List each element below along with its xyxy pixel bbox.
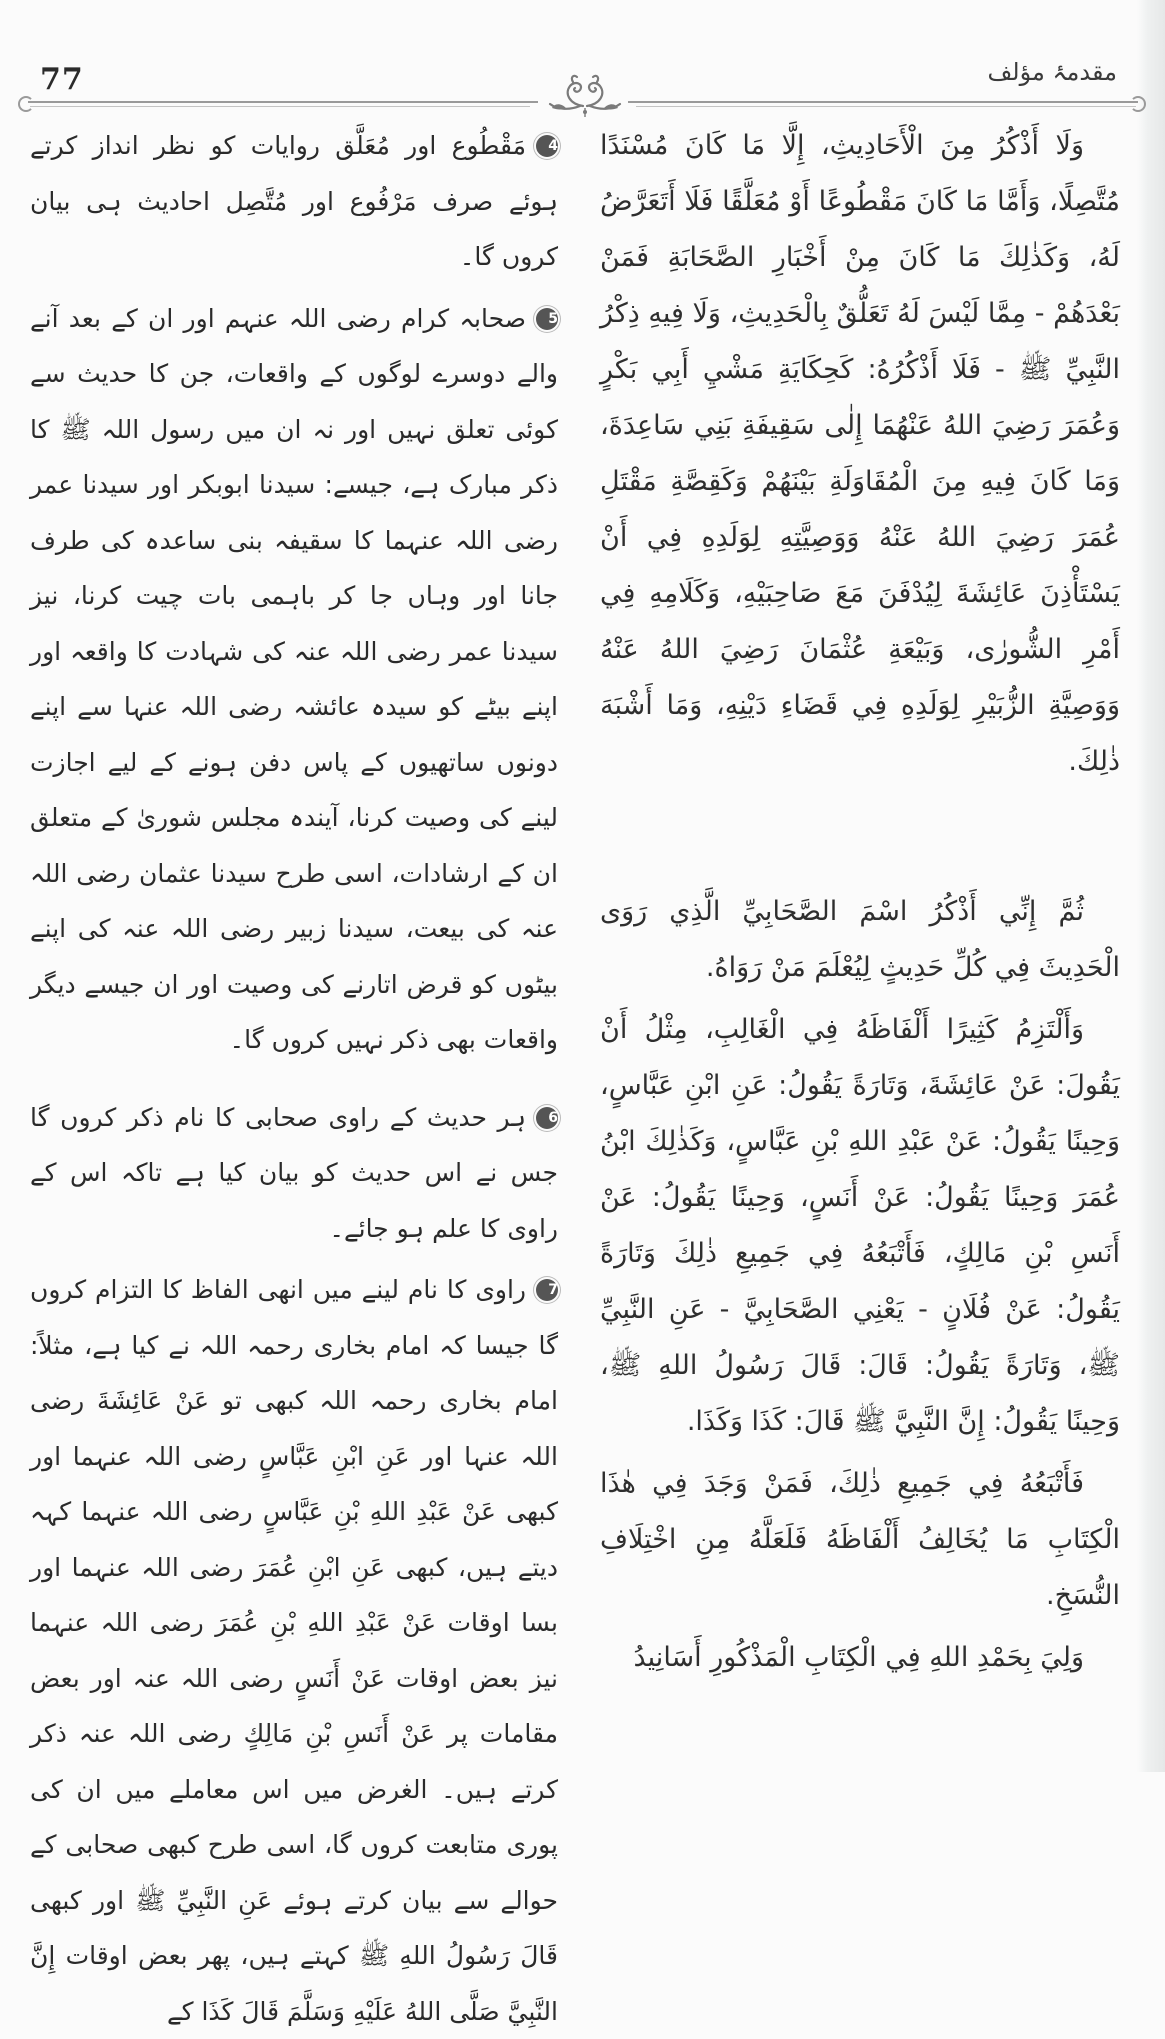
item-number-badge: 4 [536, 135, 558, 157]
item-number-badge: 5 [536, 308, 558, 330]
rule-curl-right [1130, 96, 1146, 112]
item-number-badge: 6 [536, 1107, 558, 1129]
urdu-item-text: صحابہ کرام رضی اللہ عنہم اور ان کے بعد آنے والے دوسرے لوگوں کے واقعات، جن کا حدیث سے کوئی تعلق نہیں اور نہ ان میں رسول اللہ ﷺ کا ذکر مبارک ہے، جیسے: سیدنا ابوبکر اور سیدنا عمر رضی اللہ عنہما کا سقیفہ بنی ساعدہ کی طرف جانا اور وہاں جا کر باہمی بات چیت کرنا، نیز سیدنا عمر رضی اللہ عنہ کی شہادت کا واقعہ اور اپنے بیٹے کو سیدہ عائشہ رضی اللہ عنہا سے اپنے دونوں ساتھیوں کے پاس دفن ہونے کے لیے اجازت لینے کی وصیت کرنا، آیندہ مجلس شوریٰ کے متعلق ان کے ارشادات، اسی طرح سیدنا عثمان رضی اللہ عنہ کی بیعت، سیدنا زبیر رضی اللہ عنہ کی اپنے بیٹوں کو قرض اتارنے کی وصیت اور ان جیسے دیگر واقعات بھی ذکر نہیں کروں گا۔ [30, 303, 558, 1054]
header-rule-left [28, 101, 538, 103]
urdu-item-text: راوی کا نام لینے میں انھی الفاظ کا التزام کروں گا جیسا کہ امام بخاری رحمہ اللہ نے کیا ہے، مثلاً: امام بخاری رحمہ اللہ کبھی تو عَنْ عَائِشَةَ رضی اللہ عنہا اور عَنِ ابْنِ عَبَّاسٍ رضی اللہ عنہما اور کبھی عَنْ عَبْدِ اللهِ بْنِ عَبَّاسٍ رضی اللہ عنہما کہہ دیتے ہیں، کبھی عَنِ ابْنِ عُمَرَ رضی اللہ عنہما اور بسا اوقات عَنْ عَبْدِ اللهِ بْنِ عُمَرَ رضی اللہ عنہما نیز بعض اوقات عَنْ أَنَسٍ رضی اللہ عنہ اور بعض مقامات پر عَنْ أَنَسِ بْنِ مَالِكٍ رضی اللہ عنہ ذکر کرتے ہیں۔ الغرض میں اس معاملے میں ان کی پوری متابعت کروں گا، اسی طرح کبھی صحابی کے حوالے سے بیان کرتے ہوئے عَنِ النَّبِيِّ ﷺ اور کبھی قَالَ رَسُولُ اللهِ ﷺ کہتے ہیں، پھر بعض اوقات إِنَّ النَّبِيَّ صَلَّى اللهُ عَلَيْهِ وَسَلَّمَ قَالَ كَذَا کے [30, 1275, 558, 2026]
arabic-paragraph: وَلِيَ بِحَمْدِ اللهِ فِي الْكِتَابِ الْمَذْكُورِ أَسَانِيدُ [633, 1642, 1084, 1673]
arabic-paragraph: ثُمَّ إِنِّي أَذْكُرُ اسْمَ الصَّحَابِيِّ الَّذِي رَوَى الْحَدِيثَ فِي كُلِّ حَدِيثٍ لِيُعْلَمَ مَنْ رَوَاهُ. [600, 896, 1120, 983]
header-rule-right [628, 101, 1138, 103]
urdu-item-text: مَقْطُوع اور مُعَلَّق روایات کو نظر انداز کرتے ہوئے صرف مَرْفُوع اور مُتَّصِل احادیث ہی بیان کروں گا۔ [30, 131, 558, 271]
header-rule-thin-left [30, 106, 530, 107]
page-header [0, 50, 1165, 120]
header-rule-thin-right [636, 106, 1136, 107]
arabic-paragraph: وَلَا أَذْكُرُ مِنَ الْأَحَادِيثِ، إِلَّا مَا كَانَ مُسْنَدًا مُتَّصِلًا، وَأَمَّا مَا كَانَ مَقْطُوعًا أَوْ مُعَلَّقًا فَلَا أَتَعَرَّضُ لَهُ، وَكَذٰلِكَ مَا كَانَ مِنْ أَخْبَارِ الصَّحَابَةِ فَمَنْ بَعْدَهُمْ - مِمَّا لَيْسَ لَهُ تَعَلُّقٌ بِالْحَدِيثِ، وَلَا فِيهِ ذِكْرُ النَّبِيِّ ﷺ - فَلَا أَذْكُرُهُ: كَحِكَايَةِ مَشْيِ أَبِي بَكْرٍ وَعُمَرَ رَضِيَ اللهُ عَنْهُمَا إِلٰى سَقِيفَةِ بَنِي سَاعِدَةَ، وَمَا كَانَ فِيهِ مِنَ الْمُقَاوَلَةِ بَيْنَهُمْ وَكَقِصَّةِ مَقْتَلِ عُمَرَ رَضِيَ اللهُ عَنْهُ وَوَصِيَّتِهِ لِوَلَدِهِ فِي أَنْ يَسْتَأْذِنَ عَائِشَةَ لِيُدْفَنَ مَعَ صَاحِبَيْهِ، وَكَلَامِهِ فِي أَمْرِ الشُّورٰى، وَبَيْعَةِ عُثْمَانَ رَضِيَ اللهُ عَنْهُ وَوَصِيَّةِ الزُّبَيْرِ لِوَلَدِهِ فِي قَضَاءِ دَيْنِهِ، وَمَا أَشْبَهَ ذٰلِكَ. [600, 130, 1120, 777]
urdu-list-item [30, 118, 558, 285]
page-edge-shadow [1137, 0, 1165, 1772]
running-title: مقدمۂ مؤلف [987, 58, 1117, 86]
arabic-paragraph: فَأَتْبَعُهُ فِي جَمِيعِ ذٰلِكَ، فَمَنْ وَجَدَ فِي هٰذَا الْكِتَابِ مَا يُخَالِفُ أَلْفَاظَهُ فَلَعَلَّهُ مِنِ اخْتِلَافِ النُّسَخِ. [600, 1468, 1120, 1611]
rule-curl-left [18, 96, 34, 112]
arabic-paragraph: وَأَلْتَزِمُ كَثِيرًا أَلْفَاظَهُ فِي الْغَالِبِ، مِثْلُ أَنْ يَقُولَ: عَنْ عَائِشَةَ، وَتَارَةً يَقُولُ: عَنِ ابْنِ عَبَّاسٍ، وَحِينًا يَقُولُ: عَنْ عَبْدِ اللهِ بْنِ عَبَّاسٍ، وَكَذٰلِكَ ابْنُ عُمَرَ وَحِينًا يَقُولُ: عَنْ أَنَسٍ، وَحِينًا يَقُولُ: عَنْ أَنَسِ بْنِ مَالِكٍ، فَأَتْبَعُهُ فِي جَمِيعِ ذٰلِكَ وَتَارَةً يَقُولُ: عَنْ فُلَانٍ - يَعْنِي الصَّحَابِيَّ - عَنِ النَّبِيِّ ﷺ، وَتَارَةً يَقُولُ: قَالَ: قَالَ رَسُولُ اللهِ ﷺ، وَحِينًا يَقُولُ: إِنَّ النَّبِيَّ ﷺ قَالَ: كَذَا وَكَذَا. [600, 1014, 1120, 1437]
urdu-list-item [30, 1090, 558, 1257]
urdu-translation-column [30, 118, 558, 2039]
item-number-badge: 7 [536, 1279, 558, 1301]
arabic-text-column [600, 118, 1120, 1686]
urdu-list-item [30, 1262, 558, 2039]
urdu-list-item [30, 291, 558, 1068]
floral-ornament-icon [540, 68, 630, 118]
page-number: 77 [40, 62, 84, 97]
urdu-item-text: ہر حدیث کے راوی صحابی کا نام ذکر کروں گا جس نے اس حدیث کو بیان کیا ہے تاکہ اس کے راوی کا علم ہو جائے۔ [30, 1102, 558, 1243]
